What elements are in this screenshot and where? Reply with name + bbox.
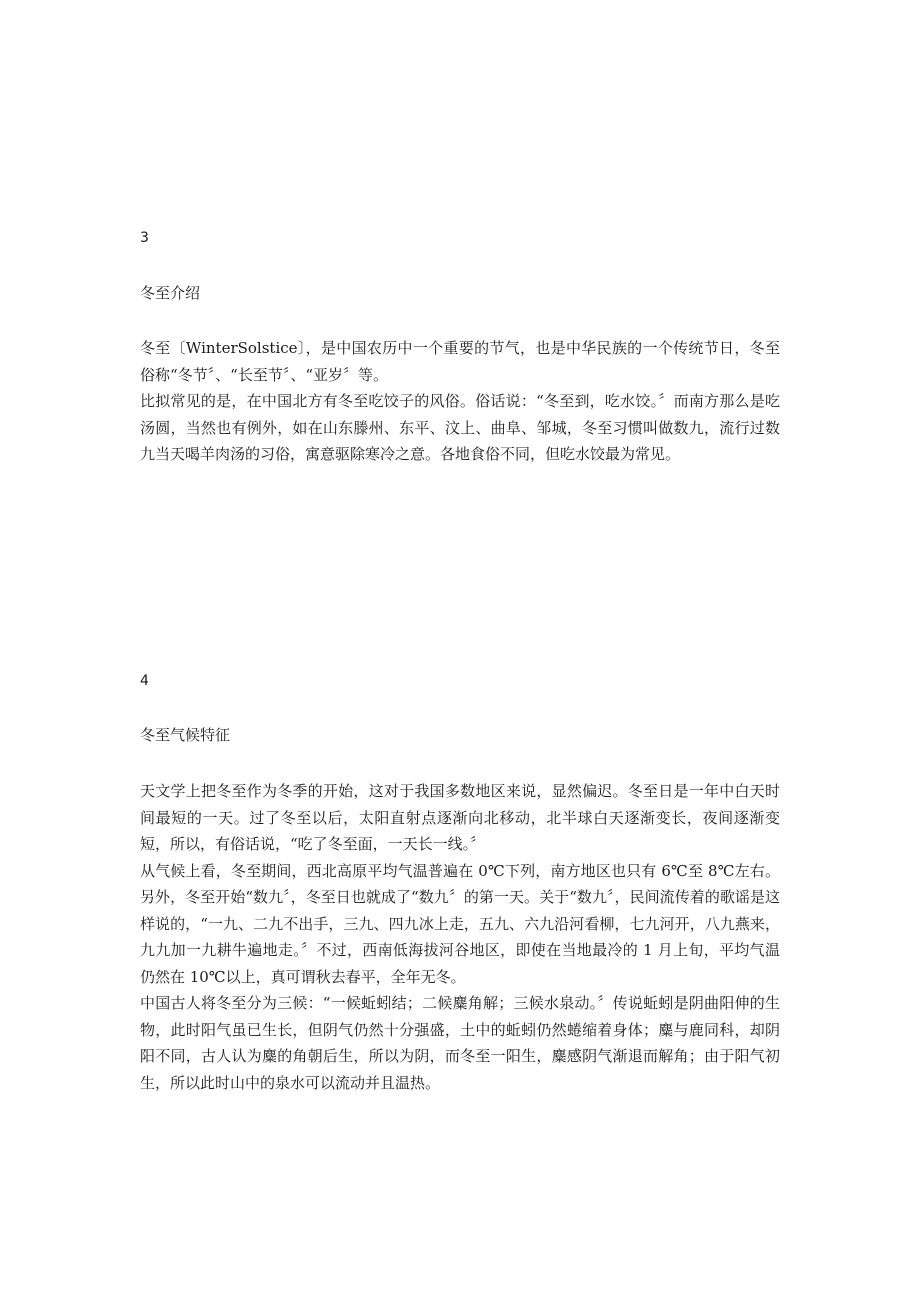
paragraph: 中国古人将冬至分为三候：“一候蚯蚓结；二候麋角解；三候水泉动。〞传说蚯蚓是阴曲阳伸的生物，此时阳气虽已生长，但阴气仍然十分强盛，土中的蚯蚓仍然蜷缩着身体；麋与鹿同科，却阴阳不同，古人认为麋的角朝后生，所以为阴，而冬至一阳生，麋感阴气渐退而解角；由于阳气初生，所以此时山中的泉水可以流动并且温热。 [140,994,780,1092]
paragraph: 冬至〔WinterSolstice〕，是中国农历中一个重要的节气，也是中华民族的一个传统节日，冬至俗称“冬节〞、“长至节〞、“亚岁〞等。 [140,339,780,384]
section-heading: 冬至介绍 [140,284,201,302]
section-number: 3 [140,230,149,246]
paragraph: 比拟常见的是，在中国北方有冬至吃饺子的风俗。俗话说：“冬至到，吃水饺。〞而南方那么是吃汤圆，当然也有例外，如在山东滕州、东平、汶上、曲阜、邹城，冬至习惯叫做数九，流行过数九当天喝羊肉汤的习俗，寓意驱除寒冷之意。各地食俗不同，但吃水饺最为常见。 [140,392,780,463]
paragraph: 天文学上把冬至作为冬季的开始，这对于我国多数地区来说，显然偏迟。冬至日是一年中白天时间最短的一天。过了冬至以后，太阳直射点逐渐向北移动，北半球白天逐渐变长，夜间逐渐变短，所以，有俗话说，“吃了冬至面，一天长一线。〞 [140,782,780,853]
section-body [140,778,780,1096]
section-heading: 冬至气候特征 [140,726,231,744]
paragraph: 从气候上看，冬至期间，西北高原平均气温普遍在 0℃下列，南方地区也只有 6℃至 8℃左右。另外，冬至开始“数九〞，冬至日也就成了“数九〞的第一天。关于“数九〞，民间流传着的歌谣是这样说的，“一九、二九不出手，三九、四九冰上走，五九、六九沿河看柳，七九河开，八九燕来，九九加一九耕牛遍地走。〞不过，西南低海拔河谷地区，即使在当地最冷的 1 月上旬，平均气温仍然在 10℃以上，真可谓秋去春平，全年无冬。 [140,861,780,986]
section-number: 4 [140,673,149,689]
section-body [140,335,780,468]
